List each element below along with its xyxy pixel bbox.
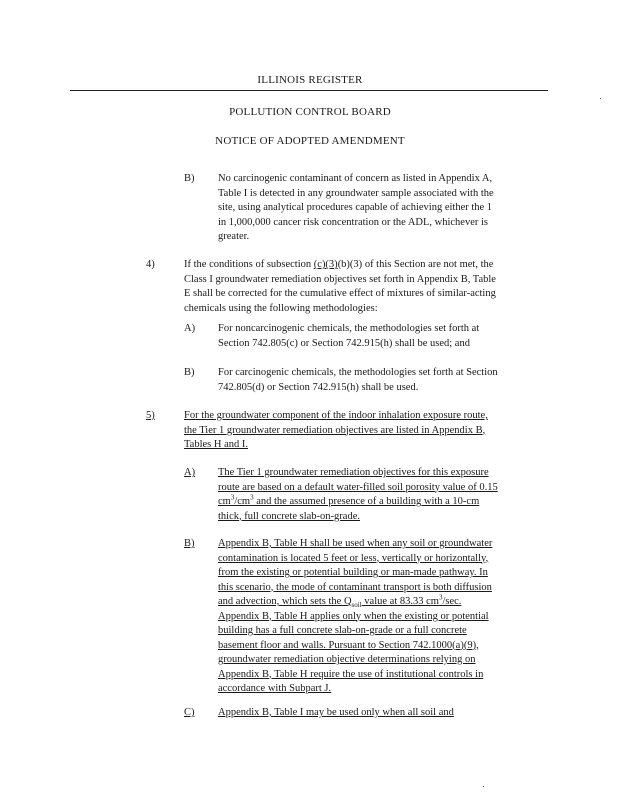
item-4a-line: Section 742.805(c) or Section 742.915(h) shall be used; and bbox=[218, 337, 470, 349]
item-4-marker: 4) bbox=[146, 259, 155, 270]
item-4a-line: For noncarcinogenic chemicals, the methodologies set forth at bbox=[218, 323, 480, 334]
item-4-line1-pre: If the conditions of subsection bbox=[184, 259, 314, 270]
notice-title: NOTICE OF ADOPTED AMENDMENT bbox=[215, 135, 405, 147]
item-4a-text bbox=[218, 322, 479, 351]
item-5-marker: 5) bbox=[146, 410, 155, 421]
item-5c-marker: C) bbox=[184, 707, 195, 718]
item-5a-line: thick, full concrete slab-on-grade. bbox=[218, 510, 360, 522]
item-5b-line: Appendix B, Table H applies only when the existing or potential bbox=[218, 610, 489, 622]
item-5c-text bbox=[218, 706, 454, 721]
item-5b-marker: B) bbox=[184, 538, 195, 549]
item-5b-line: basement floor and walls. Pursuant to Section 742.1000(a)(9), bbox=[218, 639, 479, 651]
item-4a-marker: A) bbox=[184, 323, 196, 334]
scan-speck bbox=[600, 98, 601, 99]
unit-text: /cm bbox=[234, 496, 251, 507]
superscript: 3 bbox=[438, 593, 443, 602]
item-5b-line: Appendix B, Table H require the use of institutional controls in bbox=[218, 668, 484, 680]
item-4b-line: For carcinogenic chemicals, the methodologies set forth at Section bbox=[218, 367, 498, 378]
item-4-line: E shall be corrected for the cumulative effect of mixtures of similar-acting bbox=[184, 288, 496, 299]
item-5a-line: route are based on a default water-filled soil porosity value of 0.15 bbox=[218, 481, 498, 493]
item-3b-line: Table I is detected in any groundwater sample associated with the bbox=[218, 187, 494, 199]
item-5b-line: groundwater remediation objective determinations relying on bbox=[218, 654, 476, 665]
item-4b-marker: B) bbox=[184, 367, 195, 378]
item-3b-line: site, using analytical procedures capable of achieving either the 1 bbox=[218, 202, 493, 213]
item-4-line: chemicals using the following methodologies: bbox=[184, 302, 378, 314]
item-3b-line: No carcinogenic contaminant of concern as listed in Appendix A, bbox=[218, 173, 493, 184]
scan-speck bbox=[483, 786, 484, 787]
superscript: 3 bbox=[230, 493, 235, 502]
item-4-line1-mid: (b)(3) bbox=[337, 259, 363, 270]
line-rest: and the assumed presence of a building with a 10-cm bbox=[253, 496, 480, 507]
register-title: ILLINOIS REGISTER bbox=[257, 74, 363, 86]
header-rule bbox=[70, 90, 548, 91]
item-4-line: Class I groundwater remediation objectives set forth in Appendix B, Table bbox=[184, 273, 496, 285]
item-5a-line: The Tier 1 groundwater remediation objectives for this exposure bbox=[218, 467, 489, 478]
line-pre: and advection, which sets the Q bbox=[218, 596, 352, 607]
item-5-line: For the groundwater component of the indoor inhalation exposure route, bbox=[184, 410, 488, 421]
item-3b-line: greater. bbox=[218, 231, 250, 242]
item-5b-line: from the existing or potential building or man-made pathway. In bbox=[218, 567, 488, 578]
item-5b-line: contamination is located 5 feet or less, vertically or horizontally, bbox=[218, 552, 489, 564]
item-5-line: the Tier 1 groundwater remediation objectives are listed in Appendix B, bbox=[184, 424, 486, 436]
line-mid: value at 83.33 cm bbox=[361, 596, 439, 607]
item-5b-line: Appendix B, Table H shall be used when any soil or groundwater bbox=[218, 538, 493, 549]
item-4-line1-post: of this Section are not met, the bbox=[362, 259, 494, 270]
board-title: POLLUTION CONTROL BOARD bbox=[229, 106, 391, 118]
item-3b-marker: B) bbox=[184, 173, 195, 184]
item-4-line1-ref: (c)(3) bbox=[313, 259, 338, 270]
item-5-line: Tables H and I. bbox=[184, 439, 248, 450]
superscript: 3 bbox=[250, 493, 254, 502]
item-5a-text bbox=[218, 466, 498, 524]
line-post: /sec. bbox=[442, 596, 462, 607]
item-4-line bbox=[184, 258, 496, 273]
item-5b-line: accordance with Subpart J. bbox=[218, 683, 332, 694]
item-5a-marker: A) bbox=[184, 467, 196, 478]
item-4b-line: 742.805(d) or Section 742.915(h) shall be used. bbox=[218, 381, 419, 393]
item-4b-text bbox=[218, 366, 498, 395]
item-4-text bbox=[184, 258, 496, 316]
item-5c-line: Appendix B, Table I may be used only when all soil and bbox=[218, 707, 454, 718]
item-5-text bbox=[184, 409, 488, 453]
item-5a-line bbox=[218, 495, 498, 510]
item-5b-line: building has a full concrete slab-on-grade or a full concrete bbox=[218, 625, 467, 636]
unit-text: cm bbox=[218, 496, 231, 507]
item-5b-line: this scenario, the mode of contaminant transport is both diffusion bbox=[218, 581, 492, 593]
item-5b-line bbox=[218, 595, 492, 610]
item-3b-text bbox=[218, 172, 494, 245]
item-3b-line: in 1,000,000 cancer risk concentration or the ADL, whichever is bbox=[218, 216, 489, 228]
item-5b-text bbox=[218, 537, 492, 697]
subscript: soil bbox=[351, 601, 362, 610]
